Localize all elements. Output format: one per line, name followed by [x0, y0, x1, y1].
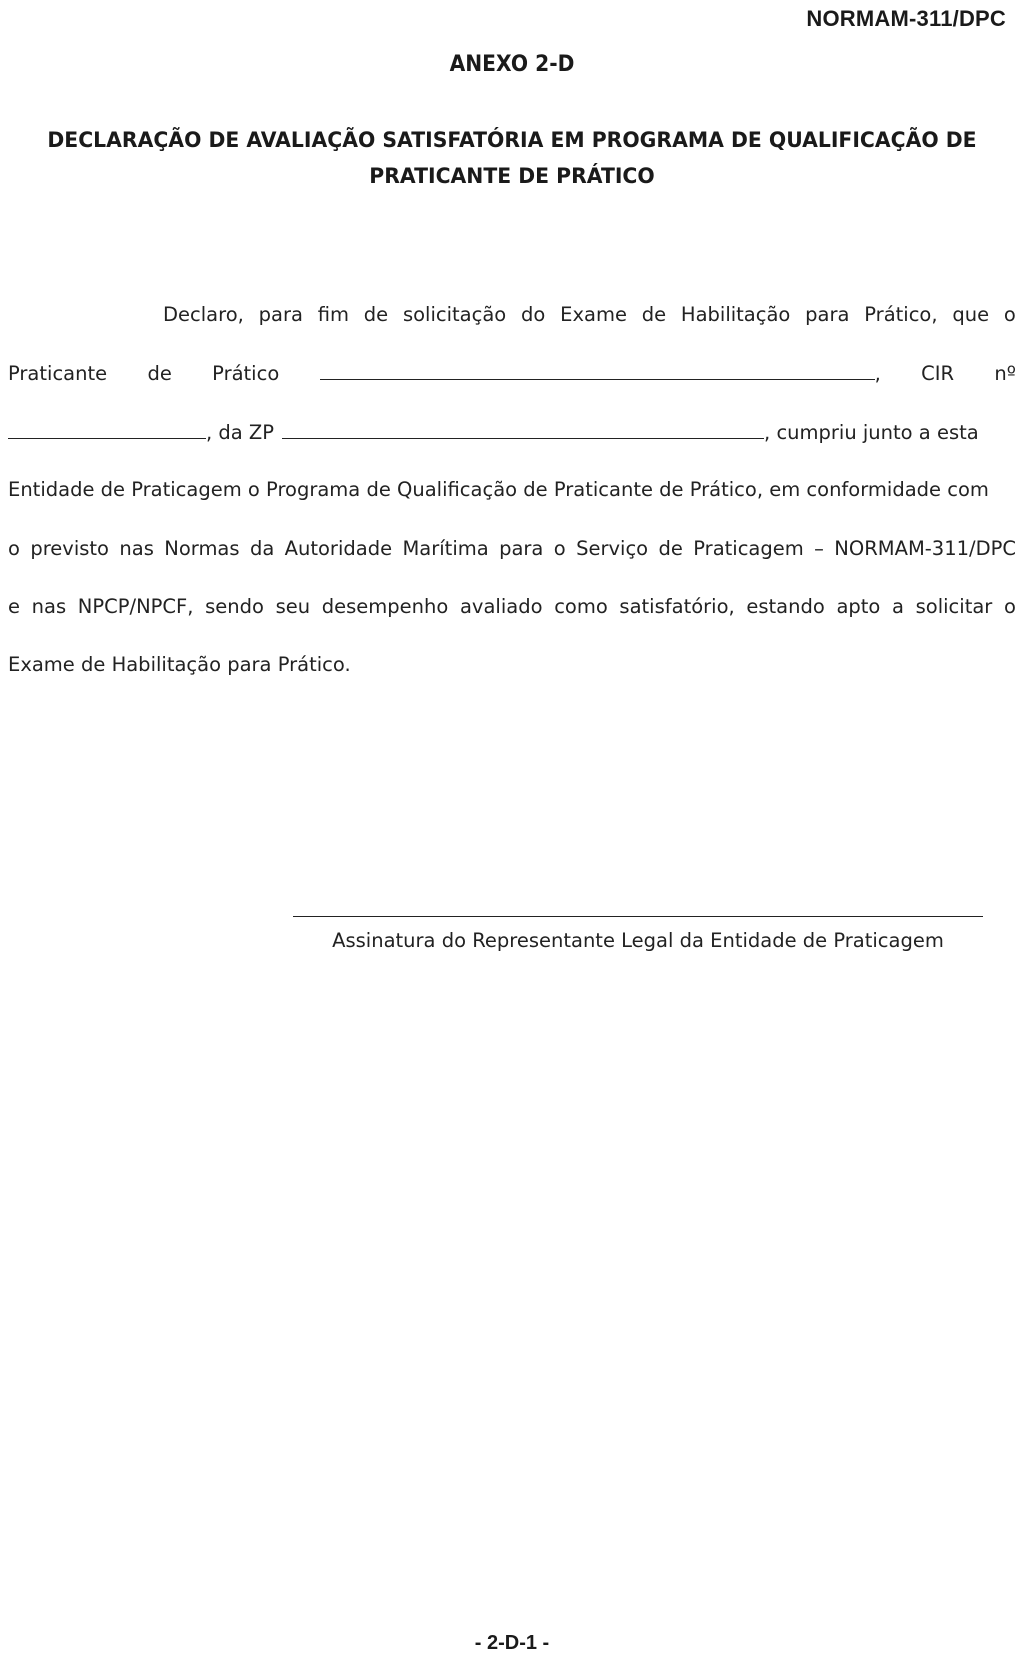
word: Autoridade	[284, 537, 393, 560]
word: do	[521, 303, 546, 326]
declaration-line-3	[8, 420, 1016, 450]
word: Prático,	[864, 303, 938, 326]
declaration-line-4: Entidade de Praticagem o Programa de Qualificação de Praticante de Prático, em conformidade com	[8, 478, 989, 501]
word: de	[658, 537, 683, 560]
text-cir: CIR	[921, 362, 955, 385]
word: Praticagem	[693, 537, 804, 560]
comma: ,	[874, 362, 881, 385]
word: que	[952, 303, 990, 326]
word: da	[249, 537, 275, 560]
word: –	[814, 537, 824, 560]
word: Exame	[560, 303, 627, 326]
praticante-name-blank[interactable]	[320, 361, 875, 380]
title-line-2: PRATICANTE DE PRÁTICO	[369, 164, 655, 188]
word: como	[554, 595, 608, 618]
declaration-line-1	[163, 303, 1016, 333]
word: para	[805, 303, 850, 326]
word: de	[641, 303, 667, 326]
word: nas	[31, 595, 67, 618]
word: apto	[836, 595, 881, 618]
word: de	[363, 303, 389, 326]
text-praticante: Praticante	[8, 362, 108, 385]
word: a	[892, 595, 904, 618]
title-line-1: DECLARAÇÃO DE AVALIAÇÃO SATISFATÓRIA EM PROGRAMA DE QUALIFICAÇÃO DE	[47, 128, 977, 152]
text-pratico: Prático	[212, 362, 280, 385]
word: Normas	[164, 537, 240, 560]
word: fim	[317, 303, 349, 326]
declaration-line-5	[8, 537, 1016, 567]
word: avaliado	[459, 595, 543, 618]
signature-block	[292, 916, 984, 952]
word: solicitação	[402, 303, 507, 326]
word: seu	[275, 595, 311, 618]
text-da-zp: , da ZP	[206, 421, 275, 444]
signature-label: Assinatura do Representante Legal da Entidade de Praticagem	[332, 929, 944, 952]
declaration-line-6	[8, 595, 1016, 625]
signature-line[interactable]	[293, 916, 983, 917]
page-number: - 2-D-1 -	[474, 1632, 550, 1654]
word: estando	[746, 595, 825, 618]
word: NPCP/NPCF,	[77, 595, 194, 618]
zp-blank[interactable]	[282, 420, 764, 439]
word: desempenho	[321, 595, 449, 618]
word: o	[553, 537, 566, 560]
declaration-line-2	[8, 361, 1016, 391]
text-de: de	[147, 362, 172, 385]
word: satisfatório,	[619, 595, 735, 618]
word: para	[499, 537, 544, 560]
annex-label: ANEXO 2-D	[449, 52, 575, 77]
text-numero: nº	[994, 362, 1016, 385]
word: o	[1003, 303, 1016, 326]
word: NORMAM-311/DPC	[834, 537, 1016, 560]
declaration-line-7: Exame de Habilitação para Prático.	[8, 653, 351, 676]
word: Declaro,	[163, 303, 244, 326]
word: Habilitação	[680, 303, 791, 326]
document-code: NORMAM-311/DPC	[806, 6, 1006, 31]
text-cumpriu: , cumpriu junto a esta	[764, 421, 979, 444]
praticante-name-field[interactable]	[320, 361, 881, 385]
cir-number-blank[interactable]	[8, 420, 206, 439]
document-title	[0, 122, 1024, 194]
word: Marítima	[402, 537, 489, 560]
word: o	[8, 537, 20, 560]
word: Serviço	[576, 537, 649, 560]
word: sendo	[205, 595, 264, 618]
word: o	[1003, 595, 1016, 618]
word: solicitar	[915, 595, 993, 618]
word: e	[8, 595, 20, 618]
word: para	[258, 303, 303, 326]
word: previsto	[30, 537, 109, 560]
word: nas	[119, 537, 154, 560]
